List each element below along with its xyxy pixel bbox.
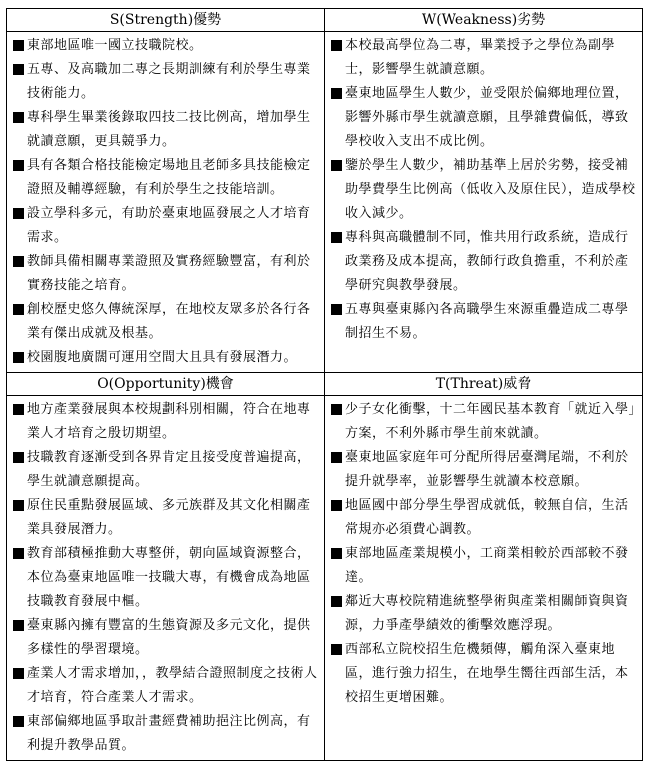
list-item xyxy=(13,710,320,758)
list-item xyxy=(331,542,638,590)
list-item xyxy=(13,542,320,614)
list-item-text: 專科與高職體制不同，惟共用行政系統，造成行政業務及成本提高，教師行政負擔重，不利於產學研究與教學發展。 xyxy=(345,230,629,293)
square-bullet-icon xyxy=(331,644,342,655)
square-bullet-icon xyxy=(331,88,342,99)
square-bullet-icon xyxy=(331,40,342,51)
list-item-text: 鄰近大專校院精進統整學術與產業相關師資與資源，力爭產學績效的衝擊效應浮現。 xyxy=(345,594,629,633)
square-bullet-icon xyxy=(331,304,342,315)
list-item-text: 鑒於學生人數少，補助基準上居於劣勢，接受補助學費學生比例高（低收入及原住民），造成學校收入減少。 xyxy=(345,158,636,221)
list-item xyxy=(331,638,638,710)
list-item xyxy=(331,82,638,154)
list-item-text: 地方產業發展與本校規劃科別相關，符合在地專業人才培育之殷切期望。 xyxy=(27,402,311,441)
list-item-text: 五專、及高職加二專之長期訓練有利於學生專業技術能力。 xyxy=(27,62,311,101)
list-item-text: 教師具備相關專業證照及實務經驗豐富，有利於實務技能之培育。 xyxy=(27,254,311,293)
list-item-text: 五專與臺東縣內各高職學生來源重疊造成二專學制招生不易。 xyxy=(345,302,629,341)
square-bullet-icon xyxy=(331,548,342,559)
square-bullet-icon xyxy=(13,304,24,315)
square-bullet-icon xyxy=(13,160,24,171)
square-bullet-icon xyxy=(13,452,24,463)
square-bullet-icon xyxy=(331,404,342,415)
threat-list xyxy=(325,396,642,712)
list-item-text: 設立學科多元，有助於臺東地區發展之人才培育需求。 xyxy=(27,206,311,245)
list-item xyxy=(331,34,638,82)
opportunity-cell xyxy=(7,396,325,761)
list-item xyxy=(13,250,320,298)
weakness-cell xyxy=(325,32,643,373)
list-item xyxy=(13,106,320,154)
list-item-text: 原住民重點發展區域、多元族群及其文化相關產業具發展潛力。 xyxy=(27,498,311,537)
list-item-text: 東部地區產業規模小，工商業相較於西部較不發達。 xyxy=(345,546,629,585)
list-item-text: 東部地區唯一國立技職院校。 xyxy=(27,38,203,53)
square-bullet-icon xyxy=(13,548,24,559)
square-bullet-icon xyxy=(13,716,24,727)
list-item-text: 本校最高學位為二專，畢業授予之學位為副學士，影響學生就讀意願。 xyxy=(345,38,616,77)
square-bullet-icon xyxy=(13,40,24,51)
strength-cell xyxy=(7,32,325,373)
list-item xyxy=(13,614,320,662)
list-item-text: 具有各類合格技能檢定場地且老師多具技能檢定證照及輔導經驗，有利於學生之技能培訓。 xyxy=(27,158,311,197)
list-item-text: 東部偏鄉地區爭取計畫經費補助挹注比例高，有利提升教學品質。 xyxy=(27,714,311,753)
list-item-text: 臺東地區家庭年可分配所得居臺灣尾端，不利於提升就學率，並影響學生就讀本校意願。 xyxy=(345,450,629,489)
list-item-text: 教育部積極推動大專整併，朝向區域資源整合，本位為臺東地區唯一技職大專，有機會成為地區技職教育發展中樞。 xyxy=(27,546,311,609)
square-bullet-icon xyxy=(13,500,24,511)
list-item xyxy=(13,446,320,494)
opportunity-header: O(Opportunity)機會 xyxy=(7,373,325,396)
square-bullet-icon xyxy=(13,620,24,631)
list-item xyxy=(13,34,320,58)
list-item xyxy=(13,202,320,250)
swot-table xyxy=(6,8,643,761)
list-item-text: 地區國中部分學生學習成就低，較無自信，生活常規亦必須費心調教。 xyxy=(345,498,629,537)
square-bullet-icon xyxy=(13,404,24,415)
list-item-text: 臺東縣內擁有豐富的生態資源及多元文化，提供多樣性的學習環境。 xyxy=(27,618,311,657)
list-item-text: 產業人才需求增加，，教學結合證照制度之技術人才培育，符合產業人才需求。 xyxy=(27,666,318,705)
weakness-list xyxy=(325,32,642,348)
list-item xyxy=(13,346,320,370)
square-bullet-icon xyxy=(13,112,24,123)
list-item xyxy=(331,226,638,298)
list-item-text: 專科學生畢業後錄取四技二技比例高，增加學生就讀意願，更具競爭力。 xyxy=(27,110,311,149)
list-item-text: 創校歷史悠久傳統深厚，在地校友眾多於各行各業有傑出成就及根基。 xyxy=(27,302,311,341)
list-item xyxy=(13,154,320,202)
square-bullet-icon xyxy=(13,352,24,363)
square-bullet-icon xyxy=(331,596,342,607)
list-item xyxy=(331,446,638,494)
list-item xyxy=(13,662,320,710)
square-bullet-icon xyxy=(331,232,342,243)
threat-header: T(Threat)威脅 xyxy=(325,373,643,396)
square-bullet-icon xyxy=(331,160,342,171)
list-item xyxy=(13,398,320,446)
square-bullet-icon xyxy=(13,64,24,75)
list-item-text: 臺東地區學生人數少，並受限於偏鄉地理位置，影響外縣市學生就讀意願，且學雜費偏低，導致學校收入支出不成比例。 xyxy=(345,86,629,149)
square-bullet-icon xyxy=(331,452,342,463)
square-bullet-icon xyxy=(13,256,24,267)
threat-cell xyxy=(325,396,643,761)
strength-header: S(Strength)優勢 xyxy=(7,9,325,32)
square-bullet-icon xyxy=(13,668,24,679)
list-item-text: 西部私立院校招生危機頻傳，觸角深入臺東地區，進行強力招生，在地學生嚮往西部生活，本校招生更增困難。 xyxy=(345,642,629,705)
list-item-text: 少子女化衝擊，十二年國民基本教育「就近入學」方案，不利外縣市學生前來就讀。 xyxy=(345,402,636,441)
list-item xyxy=(13,58,320,106)
list-item-text: 校園腹地廣闊可運用空間大且具有發展潛力。 xyxy=(27,350,298,365)
list-item xyxy=(331,494,638,542)
square-bullet-icon xyxy=(331,500,342,511)
square-bullet-icon xyxy=(13,208,24,219)
list-item xyxy=(331,590,638,638)
weakness-header: W(Weakness)劣勢 xyxy=(325,9,643,32)
list-item-text: 技職教育逐漸受到各界肯定且接受度普遍提高，學生就讀意願提高。 xyxy=(27,450,311,489)
list-item xyxy=(13,298,320,346)
strength-list xyxy=(7,32,324,372)
list-item xyxy=(331,398,638,446)
list-item xyxy=(331,154,638,226)
opportunity-list xyxy=(7,396,324,760)
list-item xyxy=(13,494,320,542)
list-item xyxy=(331,298,638,346)
